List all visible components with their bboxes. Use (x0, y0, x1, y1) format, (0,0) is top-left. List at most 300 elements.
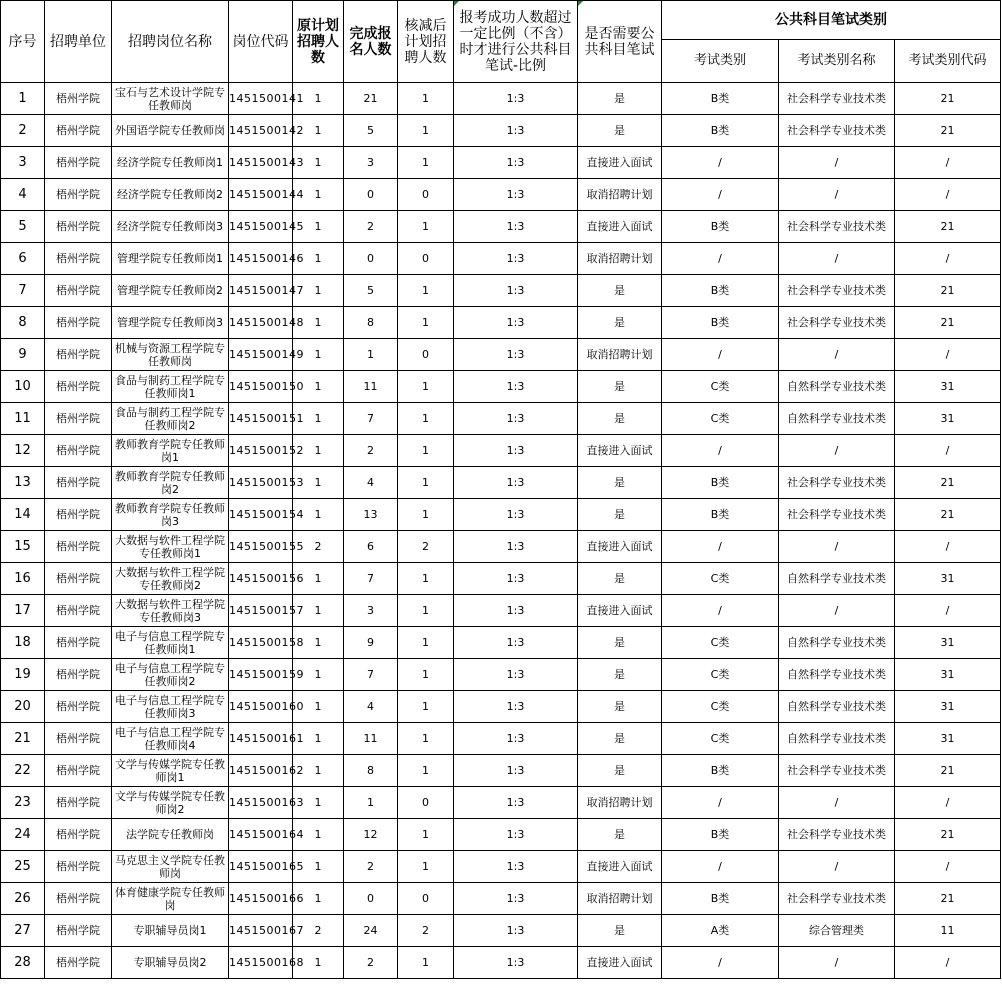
cell-applied: 4 (344, 691, 398, 723)
cell-plan: 1 (293, 659, 344, 691)
cell-applied: 4 (344, 467, 398, 499)
cell-need-exam: 是 (578, 115, 662, 147)
header-ratio: 报考成功人数超过一定比例（不含）时才进行公共科目笔试-比例 (454, 1, 578, 83)
cell-unit: 梧州学院 (45, 659, 112, 691)
cell-exam-type: / (662, 851, 779, 883)
cell-ratio: 1:3 (454, 435, 578, 467)
cell-plan: 1 (293, 403, 344, 435)
cell-verified: 1 (398, 563, 454, 595)
cell-verified: 1 (398, 947, 454, 979)
cell-exam-type-code: / (895, 787, 1001, 819)
cell-unit: 梧州学院 (45, 851, 112, 883)
cell-verified: 1 (398, 403, 454, 435)
cell-ratio: 1:3 (454, 307, 578, 339)
cell-post-name: 大数据与软件工程学院专任教师岗2 (112, 563, 229, 595)
cell-need-exam: 是 (578, 563, 662, 595)
cell-need-exam: 直接进入面试 (578, 947, 662, 979)
cell-exam-type-code: 21 (895, 83, 1001, 115)
cell-seq: 27 (1, 915, 45, 947)
cell-plan: 1 (293, 755, 344, 787)
cell-post-name: 教师教育学院专任教师岗2 (112, 467, 229, 499)
cell-ratio: 1:3 (454, 211, 578, 243)
table-row (1, 755, 1001, 787)
cell-exam-type-code: / (895, 595, 1001, 627)
cell-post-name: 马克思主义学院专任教师岗 (112, 851, 229, 883)
cell-need-exam: 直接进入面试 (578, 147, 662, 179)
table-row (1, 275, 1001, 307)
cell-applied: 1 (344, 787, 398, 819)
cell-post-name: 法学院专任教师岗 (112, 819, 229, 851)
table-row (1, 179, 1001, 211)
table-row (1, 595, 1001, 627)
cell-unit: 梧州学院 (45, 595, 112, 627)
cell-post-name: 专职辅导员岗2 (112, 947, 229, 979)
cell-seq: 3 (1, 147, 45, 179)
cell-ratio: 1:3 (454, 659, 578, 691)
cell-applied: 0 (344, 883, 398, 915)
cell-exam-type-name: 社会科学专业技术类 (779, 115, 895, 147)
cell-exam-type-name: / (779, 851, 895, 883)
cell-seq: 23 (1, 787, 45, 819)
cell-exam-type-code: 21 (895, 883, 1001, 915)
cell-post-name: 文学与传媒学院专任教师岗2 (112, 787, 229, 819)
cell-post-name: 经济学院专任教师岗1 (112, 147, 229, 179)
cell-unit: 梧州学院 (45, 819, 112, 851)
cell-unit: 梧州学院 (45, 147, 112, 179)
cell-need-exam: 是 (578, 723, 662, 755)
cell-ratio: 1:3 (454, 371, 578, 403)
table-row (1, 307, 1001, 339)
cell-post-name: 机械与资源工程学院专任教师岗 (112, 339, 229, 371)
cell-exam-type: C类 (662, 563, 779, 595)
cell-post-name: 管理学院专任教师岗1 (112, 243, 229, 275)
table-row (1, 787, 1001, 819)
cell-exam-type: B类 (662, 883, 779, 915)
cell-exam-type-name: 自然科学专业技术类 (779, 371, 895, 403)
cell-ratio: 1:3 (454, 275, 578, 307)
cell-plan: 1 (293, 595, 344, 627)
cell-seq: 4 (1, 179, 45, 211)
cell-ratio: 1:3 (454, 691, 578, 723)
cell-need-exam: 是 (578, 755, 662, 787)
cell-exam-type-name: / (779, 787, 895, 819)
cell-exam-type-name: 社会科学专业技术类 (779, 275, 895, 307)
cell-plan: 1 (293, 243, 344, 275)
cell-exam-type-code: / (895, 243, 1001, 275)
cell-post-name: 文学与传媒学院专任教师岗1 (112, 755, 229, 787)
cell-exam-type: / (662, 595, 779, 627)
cell-exam-type-code: / (895, 147, 1001, 179)
cell-exam-type-name: 综合管理类 (779, 915, 895, 947)
cell-post-code: 1451500164 (229, 819, 293, 851)
cell-post-code: 1451500152 (229, 435, 293, 467)
cell-plan: 1 (293, 723, 344, 755)
cell-verified: 1 (398, 211, 454, 243)
cell-post-code: 1451500162 (229, 755, 293, 787)
cell-seq: 19 (1, 659, 45, 691)
cell-ratio: 1:3 (454, 755, 578, 787)
cell-applied: 6 (344, 531, 398, 563)
cell-ratio: 1:3 (454, 563, 578, 595)
cell-need-exam: 是 (578, 659, 662, 691)
cell-exam-type-name: 社会科学专业技术类 (779, 467, 895, 499)
cell-post-name: 体育健康学院专任教师岗 (112, 883, 229, 915)
cell-exam-type: B类 (662, 755, 779, 787)
cell-post-name: 经济学院专任教师岗2 (112, 179, 229, 211)
cell-post-code: 1451500159 (229, 659, 293, 691)
table-row (1, 659, 1001, 691)
cell-applied: 2 (344, 851, 398, 883)
table-row (1, 211, 1001, 243)
cell-exam-type-code: 21 (895, 499, 1001, 531)
table-row (1, 339, 1001, 371)
cell-ratio: 1:3 (454, 339, 578, 371)
cell-need-exam: 直接进入面试 (578, 211, 662, 243)
cell-need-exam: 取消招聘计划 (578, 339, 662, 371)
cell-unit: 梧州学院 (45, 883, 112, 915)
cell-exam-type-name: 自然科学专业技术类 (779, 691, 895, 723)
cell-seq: 26 (1, 883, 45, 915)
cell-verified: 1 (398, 307, 454, 339)
table-row (1, 371, 1001, 403)
cell-plan: 1 (293, 851, 344, 883)
table-row (1, 467, 1001, 499)
cell-exam-type: C类 (662, 403, 779, 435)
cell-post-name: 教师教育学院专任教师岗3 (112, 499, 229, 531)
cell-applied: 8 (344, 307, 398, 339)
cell-unit: 梧州学院 (45, 339, 112, 371)
cell-seq: 13 (1, 467, 45, 499)
cell-exam-type-code: 21 (895, 819, 1001, 851)
cell-ratio: 1:3 (454, 819, 578, 851)
cell-exam-type-code: 11 (895, 915, 1001, 947)
cell-exam-type: B类 (662, 819, 779, 851)
cell-unit: 梧州学院 (45, 435, 112, 467)
cell-ratio: 1:3 (454, 467, 578, 499)
cell-need-exam: 是 (578, 275, 662, 307)
cell-need-exam: 直接进入面试 (578, 531, 662, 563)
cell-unit: 梧州学院 (45, 723, 112, 755)
table-row (1, 915, 1001, 947)
cell-need-exam: 是 (578, 819, 662, 851)
cell-applied: 21 (344, 83, 398, 115)
cell-applied: 7 (344, 563, 398, 595)
cell-exam-type-name: 社会科学专业技术类 (779, 307, 895, 339)
cell-unit: 梧州学院 (45, 83, 112, 115)
cell-exam-type-name: / (779, 595, 895, 627)
cell-exam-type: / (662, 147, 779, 179)
cell-applied: 5 (344, 275, 398, 307)
cell-post-code: 1451500160 (229, 691, 293, 723)
cell-plan: 1 (293, 275, 344, 307)
cell-plan: 1 (293, 883, 344, 915)
cell-exam-type-code: 31 (895, 723, 1001, 755)
cell-post-code: 1451500168 (229, 947, 293, 979)
cell-exam-type: B类 (662, 83, 779, 115)
cell-post-name: 大数据与软件工程学院专任教师岗3 (112, 595, 229, 627)
cell-ratio: 1:3 (454, 787, 578, 819)
cell-applied: 11 (344, 371, 398, 403)
cell-post-code: 1451500150 (229, 371, 293, 403)
cell-exam-type: / (662, 243, 779, 275)
cell-applied: 11 (344, 723, 398, 755)
cell-plan: 1 (293, 499, 344, 531)
cell-exam-type-name: 社会科学专业技术类 (779, 499, 895, 531)
cell-seq: 24 (1, 819, 45, 851)
cell-post-name: 专职辅导员岗1 (112, 915, 229, 947)
cell-applied: 12 (344, 819, 398, 851)
cell-exam-type-name: 自然科学专业技术类 (779, 403, 895, 435)
table-row (1, 243, 1001, 275)
cell-applied: 5 (344, 115, 398, 147)
cell-verified: 1 (398, 275, 454, 307)
cell-seq: 22 (1, 755, 45, 787)
cell-post-name: 管理学院专任教师岗3 (112, 307, 229, 339)
cell-seq: 6 (1, 243, 45, 275)
cell-unit: 梧州学院 (45, 179, 112, 211)
table-row (1, 499, 1001, 531)
cell-seq: 10 (1, 371, 45, 403)
cell-post-code: 1451500145 (229, 211, 293, 243)
table-row (1, 691, 1001, 723)
cell-post-code: 1451500148 (229, 307, 293, 339)
table-row (1, 115, 1001, 147)
cell-verified: 1 (398, 691, 454, 723)
cell-exam-type: B类 (662, 307, 779, 339)
cell-plan: 1 (293, 307, 344, 339)
cell-plan: 1 (293, 819, 344, 851)
cell-post-code: 1451500154 (229, 499, 293, 531)
cell-exam-type-code: / (895, 435, 1001, 467)
cell-unit: 梧州学院 (45, 243, 112, 275)
cell-post-name: 管理学院专任教师岗2 (112, 275, 229, 307)
header-post-name: 招聘岗位名称 (112, 1, 229, 83)
cell-plan: 1 (293, 467, 344, 499)
cell-need-exam: 取消招聘计划 (578, 179, 662, 211)
cell-verified: 2 (398, 915, 454, 947)
cell-exam-type-code: 21 (895, 307, 1001, 339)
cell-seq: 8 (1, 307, 45, 339)
cell-exam-type-code: 31 (895, 691, 1001, 723)
cell-verified: 1 (398, 435, 454, 467)
cell-exam-type-name: / (779, 947, 895, 979)
cell-applied: 2 (344, 435, 398, 467)
cell-post-name: 电子与信息工程学院专任教师岗3 (112, 691, 229, 723)
cell-applied: 2 (344, 211, 398, 243)
cell-exam-type-name: / (779, 339, 895, 371)
cell-seq: 11 (1, 403, 45, 435)
cell-ratio: 1:3 (454, 723, 578, 755)
cell-exam-type-code: / (895, 851, 1001, 883)
cell-verified: 1 (398, 467, 454, 499)
cell-post-name: 经济学院专任教师岗3 (112, 211, 229, 243)
cell-unit: 梧州学院 (45, 115, 112, 147)
cell-exam-type-name: 社会科学专业技术类 (779, 83, 895, 115)
cell-exam-type: B类 (662, 115, 779, 147)
header-exam-group: 公共科目笔试类别 (662, 1, 1001, 40)
cell-plan: 1 (293, 339, 344, 371)
header-post-code: 岗位代码 (229, 1, 293, 83)
cell-ratio: 1:3 (454, 595, 578, 627)
cell-need-exam: 是 (578, 83, 662, 115)
cell-post-code: 1451500143 (229, 147, 293, 179)
table-row (1, 819, 1001, 851)
header-unit: 招聘单位 (45, 1, 112, 83)
cell-post-code: 1451500161 (229, 723, 293, 755)
cell-exam-type: / (662, 339, 779, 371)
cell-verified: 1 (398, 755, 454, 787)
cell-post-code: 1451500156 (229, 563, 293, 595)
cell-verified: 0 (398, 243, 454, 275)
cell-ratio: 1:3 (454, 531, 578, 563)
cell-exam-type: / (662, 947, 779, 979)
table-row (1, 723, 1001, 755)
cell-exam-type: / (662, 787, 779, 819)
cell-post-code: 1451500158 (229, 627, 293, 659)
cell-exam-type-code: 21 (895, 755, 1001, 787)
cell-plan: 1 (293, 211, 344, 243)
cell-applied: 7 (344, 659, 398, 691)
cell-plan: 1 (293, 179, 344, 211)
cell-exam-type-code: 21 (895, 275, 1001, 307)
cell-plan: 1 (293, 83, 344, 115)
cell-post-name: 电子与信息工程学院专任教师岗4 (112, 723, 229, 755)
cell-post-code: 1451500144 (229, 179, 293, 211)
cell-exam-type-code: 21 (895, 467, 1001, 499)
cell-need-exam: 是 (578, 627, 662, 659)
cell-exam-type-code: / (895, 531, 1001, 563)
cell-exam-type-name: 自然科学专业技术类 (779, 563, 895, 595)
header-exam-type-name: 考试类别名称 (779, 40, 895, 83)
cell-need-exam: 是 (578, 403, 662, 435)
cell-applied: 1 (344, 339, 398, 371)
cell-exam-type-code: 31 (895, 627, 1001, 659)
cell-plan: 1 (293, 435, 344, 467)
cell-post-name: 大数据与软件工程学院专任教师岗1 (112, 531, 229, 563)
header-exam-type-code: 考试类别代码 (895, 40, 1001, 83)
cell-verified: 2 (398, 531, 454, 563)
cell-post-code: 1451500167 (229, 915, 293, 947)
cell-post-code: 1451500155 (229, 531, 293, 563)
cell-need-exam: 直接进入面试 (578, 851, 662, 883)
cell-applied: 9 (344, 627, 398, 659)
cell-ratio: 1:3 (454, 83, 578, 115)
cell-ratio: 1:3 (454, 883, 578, 915)
cell-unit: 梧州学院 (45, 499, 112, 531)
cell-ratio: 1:3 (454, 243, 578, 275)
cell-verified: 1 (398, 499, 454, 531)
cell-verified: 1 (398, 371, 454, 403)
cell-unit: 梧州学院 (45, 307, 112, 339)
cell-need-exam: 取消招聘计划 (578, 787, 662, 819)
cell-exam-type-name: 自然科学专业技术类 (779, 659, 895, 691)
cell-seq: 12 (1, 435, 45, 467)
cell-exam-type-code: 31 (895, 563, 1001, 595)
cell-exam-type-name: 社会科学专业技术类 (779, 883, 895, 915)
cell-unit: 梧州学院 (45, 691, 112, 723)
cell-exam-type-name: 社会科学专业技术类 (779, 211, 895, 243)
cell-exam-type: A类 (662, 915, 779, 947)
cell-unit: 梧州学院 (45, 467, 112, 499)
cell-seq: 21 (1, 723, 45, 755)
cell-need-exam: 是 (578, 371, 662, 403)
cell-plan: 2 (293, 531, 344, 563)
cell-exam-type: / (662, 179, 779, 211)
cell-unit: 梧州学院 (45, 915, 112, 947)
cell-exam-type: B类 (662, 499, 779, 531)
cell-seq: 14 (1, 499, 45, 531)
cell-exam-type-name: 社会科学专业技术类 (779, 755, 895, 787)
cell-unit: 梧州学院 (45, 371, 112, 403)
cell-post-name: 外国语学院专任教师岗 (112, 115, 229, 147)
cell-post-code: 1451500149 (229, 339, 293, 371)
cell-need-exam: 是 (578, 499, 662, 531)
cell-seq: 2 (1, 115, 45, 147)
cell-plan: 1 (293, 147, 344, 179)
table-row (1, 883, 1001, 915)
cell-applied: 3 (344, 595, 398, 627)
cell-post-name: 宝石与艺术设计学院专任教师岗 (112, 83, 229, 115)
cell-exam-type-name: 社会科学专业技术类 (779, 819, 895, 851)
header-need-exam: 是否需要公共科目笔试 (578, 1, 662, 83)
cell-exam-type: C类 (662, 627, 779, 659)
cell-need-exam: 是 (578, 307, 662, 339)
cell-seq: 16 (1, 563, 45, 595)
cell-exam-type-code: 21 (895, 115, 1001, 147)
cell-exam-type-name: 自然科学专业技术类 (779, 723, 895, 755)
cell-seq: 1 (1, 83, 45, 115)
table-row (1, 435, 1001, 467)
cell-plan: 2 (293, 915, 344, 947)
cell-ratio: 1:3 (454, 403, 578, 435)
cell-post-code: 1451500151 (229, 403, 293, 435)
cell-exam-type: C类 (662, 371, 779, 403)
cell-exam-type-code: / (895, 339, 1001, 371)
cell-applied: 24 (344, 915, 398, 947)
cell-ratio: 1:3 (454, 499, 578, 531)
cell-plan: 1 (293, 691, 344, 723)
cell-verified: 0 (398, 339, 454, 371)
cell-post-name: 食品与制药工程学院专任教师岗2 (112, 403, 229, 435)
cell-seq: 15 (1, 531, 45, 563)
cell-exam-type: C类 (662, 723, 779, 755)
cell-exam-type: B类 (662, 467, 779, 499)
cell-post-code: 1451500157 (229, 595, 293, 627)
cell-ratio: 1:3 (454, 627, 578, 659)
cell-exam-type-code: 31 (895, 659, 1001, 691)
cell-unit: 梧州学院 (45, 563, 112, 595)
cell-exam-type: / (662, 435, 779, 467)
table-body (1, 83, 1001, 979)
cell-ratio: 1:3 (454, 947, 578, 979)
cell-verified: 0 (398, 179, 454, 211)
header-plan: 原计划招聘人数 (293, 1, 344, 83)
cell-seq: 25 (1, 851, 45, 883)
cell-need-exam: 取消招聘计划 (578, 883, 662, 915)
header-exam-type: 考试类别 (662, 40, 779, 83)
cell-plan: 1 (293, 115, 344, 147)
cell-unit: 梧州学院 (45, 403, 112, 435)
cell-post-code: 1451500153 (229, 467, 293, 499)
cell-seq: 9 (1, 339, 45, 371)
cell-verified: 1 (398, 147, 454, 179)
cell-plan: 1 (293, 627, 344, 659)
cell-post-code: 1451500166 (229, 883, 293, 915)
cell-need-exam: 直接进入面试 (578, 595, 662, 627)
cell-exam-type-name: / (779, 435, 895, 467)
cell-ratio: 1:3 (454, 147, 578, 179)
cell-verified: 1 (398, 659, 454, 691)
